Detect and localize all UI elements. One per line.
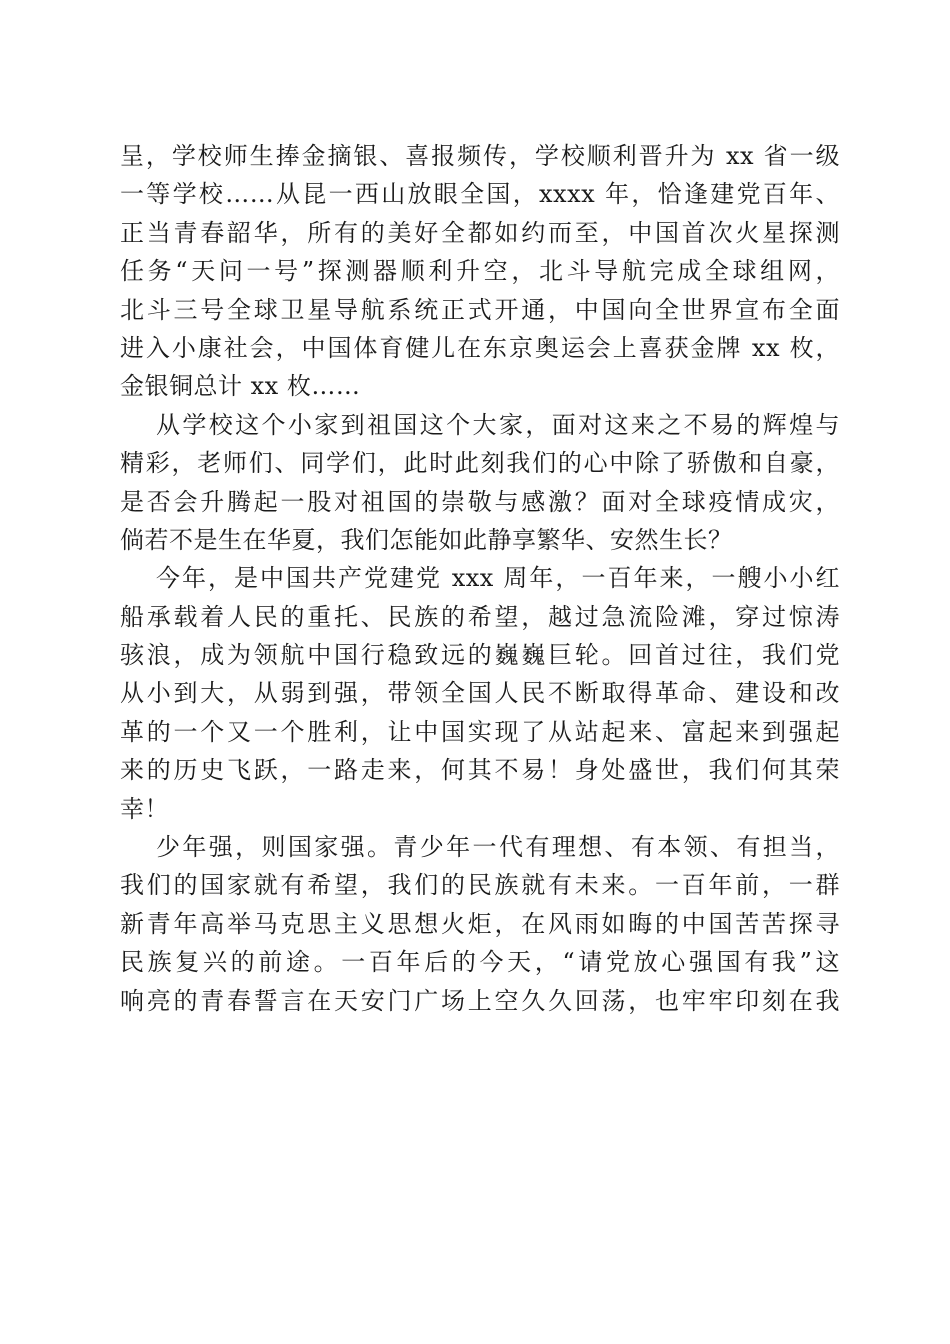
text-line: 新青年高举马克思主义思想火炬，在风雨如晦的中国苦苦探寻	[120, 909, 840, 938]
text-line: 一等学校……从昆一西山放眼全国，xxxx 年，恰逢建党百年、	[120, 180, 840, 209]
paragraph-4	[120, 828, 840, 1020]
text-line: 幸！	[120, 794, 169, 823]
text-line: 从学校这个小家到祖国这个大家，面对这来之不易的辉煌与	[156, 410, 840, 439]
paragraph-2	[120, 406, 840, 560]
text-line: 是否会升腾起一股对祖国的崇敬与感激？面对全球疫情成灾，	[120, 487, 840, 516]
text-line: 从小到大，从弱到强，带领全国人民不断取得革命、建设和改	[120, 679, 840, 708]
text-line: 民族复兴的前途。一百年后的今天，“请党放心强国有我”这	[120, 948, 840, 977]
text-line: 进入小康社会，中国体育健儿在东京奥运会上喜获金牌 xx 枚，	[120, 333, 840, 362]
text-line: 正当青春韶华，所有的美好全都如约而至，中国首次火星探测	[120, 218, 840, 247]
text-line: 响亮的青春誓言在天安门广场上空久久回荡，也牢牢印刻在我	[120, 986, 840, 1015]
text-line: 少年强，则国家强。青少年一代有理想、有本领、有担当，	[156, 833, 840, 862]
text-line: 北斗三号全球卫星导航系统正式开通，中国向全世界宣布全面	[120, 295, 840, 324]
paragraph-1	[120, 137, 840, 406]
text-line: 精彩，老师们、同学们，此时此刻我们的心中除了骄傲和自豪，	[120, 449, 840, 478]
text-line: 我们的国家就有希望，我们的民族就有未来。一百年前，一群	[120, 871, 840, 900]
body-text	[120, 137, 840, 1020]
text-line: 任务“天问一号”探测器顺利升空，北斗导航完成全球组网，	[120, 257, 840, 286]
text-line: 船承载着人民的重托、民族的希望，越过急流险滩，穿过惊涛	[120, 602, 840, 631]
text-line: 倘若不是生在华夏，我们怎能如此静享繁华、安然生长？	[120, 525, 733, 554]
text-line: 革的一个又一个胜利，让中国实现了从站起来、富起来到强起	[120, 717, 840, 746]
text-line: 骇浪，成为领航中国行稳致远的巍巍巨轮。回首过往，我们党	[120, 641, 840, 670]
text-line: 呈，学校师生捧金摘银、喜报频传，学校顺利晋升为 xx 省一级	[120, 142, 840, 170]
text-line: 金银铜总计 xx 枚……	[120, 372, 361, 401]
text-line: 来的历史飞跃，一路走来，何其不易！身处盛世，我们何其荣	[120, 756, 840, 785]
text-line: 今年，是中国共产党建党 xxx 周年，一百年来，一艘小小红	[156, 564, 840, 593]
paragraph-3	[120, 559, 840, 828]
